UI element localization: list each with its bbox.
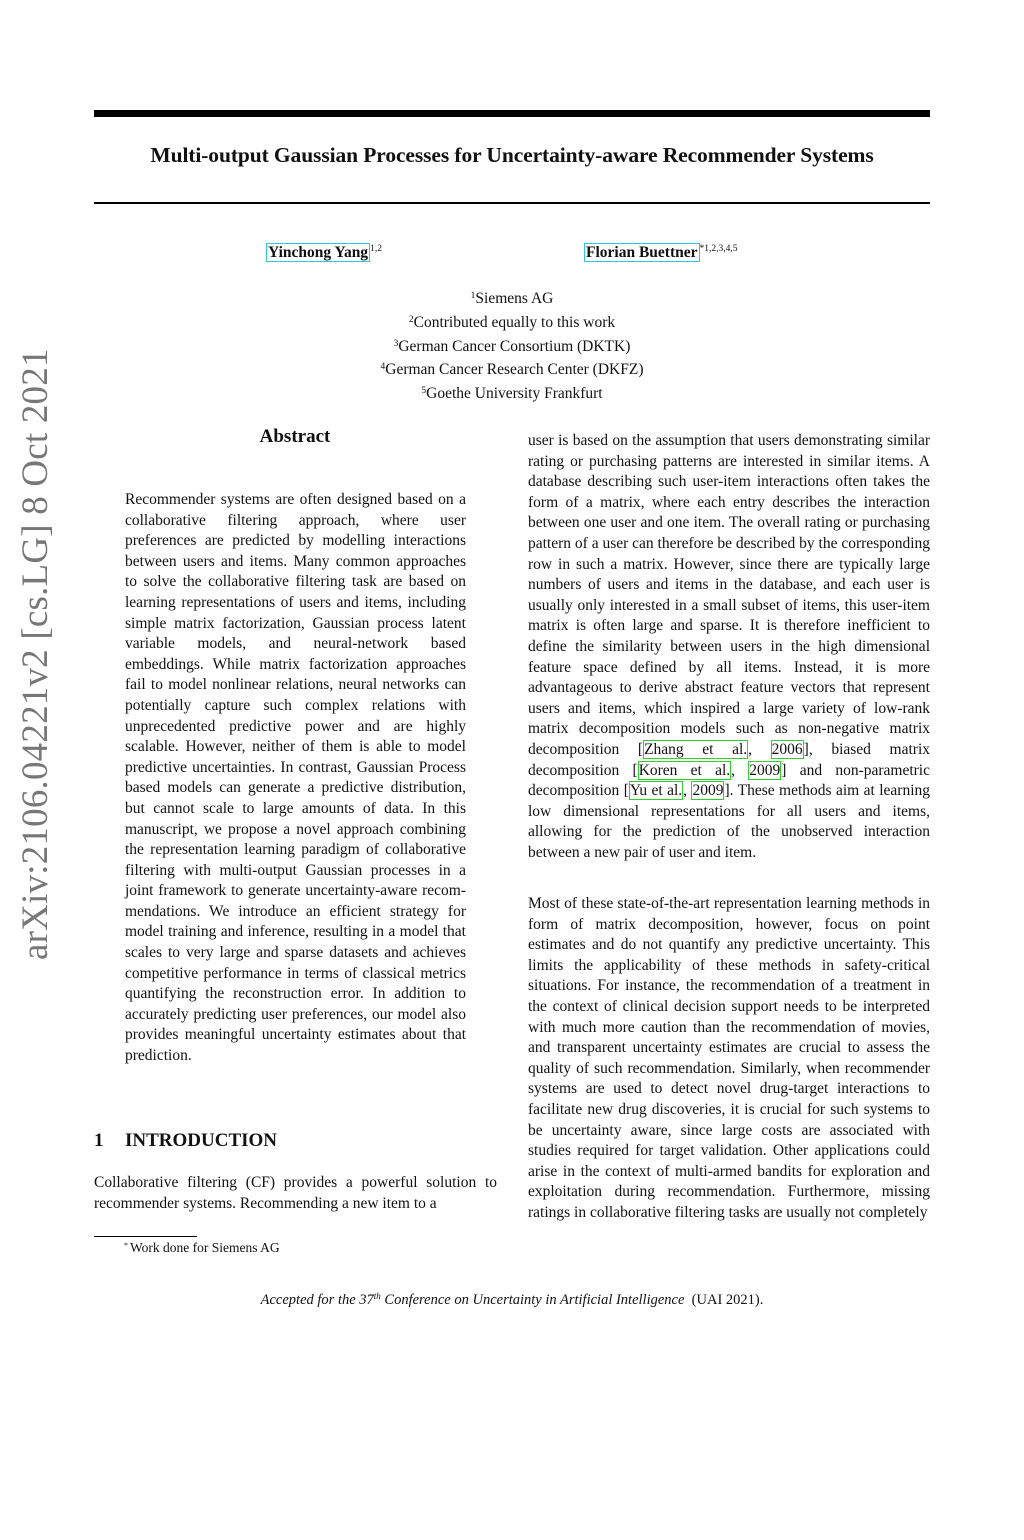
author-2	[584, 244, 738, 262]
author-1-link[interactable]: Yinchong Yang	[268, 244, 369, 261]
author-2-link[interactable]: Florian Buettner	[586, 244, 698, 261]
paper-title: Multi-output Gaussian Processes for Uncertainty-aware Recommender Systems	[150, 143, 874, 167]
section-title: INTRODUCTION	[125, 1130, 278, 1151]
author-1-sup: 1,2	[370, 244, 382, 254]
footnote-rule	[94, 1236, 197, 1237]
section-number: 1	[94, 1130, 104, 1151]
title-rule	[94, 202, 930, 204]
author-2-sup: 1,2,3,4,5	[704, 244, 738, 254]
footnote-mark: *	[124, 1241, 128, 1250]
intro-left-text: Collaborative filtering (CF) provides a powerful solution to recommender systems. Recommending a new item to a	[94, 1174, 497, 1212]
citation-link[interactable]: Yu et al.	[629, 782, 683, 800]
author-1	[266, 244, 382, 262]
affiliation: $^1$Siemens AG	[470, 290, 554, 307]
citation-link[interactable]: Zhang et al.	[644, 740, 748, 758]
affiliation: $^3$German Cancer Consortium (DKTK)	[393, 337, 631, 355]
citation-link[interactable]: 2006	[771, 740, 803, 758]
citation-link[interactable]: 2009	[749, 761, 781, 779]
arxiv-stamp-wrapper	[14, 348, 74, 1540]
affiliations	[262, 286, 762, 405]
author-2-star: *	[699, 244, 705, 254]
abstract-heading: Abstract	[259, 426, 331, 447]
section-heading-introduction	[94, 1130, 277, 1152]
top-rule	[94, 110, 930, 117]
footer: Accepted for the 37th Conference on Uncertainty in Artificial Intelligence (UAI 2021).	[260, 1291, 764, 1308]
arxiv-stamp: arXiv:2106.04221v2 [cs.LG] 8 Oct 2021	[15, 348, 56, 960]
citation-link[interactable]: 2009	[692, 782, 724, 800]
intro-paragraph-1: user is based on the assumption that users demonstrating similar rating or purchasing patterns are interested in similar items. A database describing such user-item interactions often takes the form of a matrix, where each entry describes the interaction between one user and one item. The overall rating or purchasing pattern of a user can therefore be described by the corresponding row in such a matrix. However, since there are typically large numbers of users and items in the database, and each user is usually only interested in a small subset of items, this user-item matrix is often large and sparse. It is therefore inefficient to define the similarity between users in the high dimensional feature space defined by all items. Instead, it is more advantageous to derive abstract feature vectors that represent users and items, which inspired a large variety of low-rank matrix decomposition models such as non-negative matrix decomposition [Zhang et al., 2006], biased matrix decomposition [Koren et al., 2009] and non-parametric decomposition [Yu et al., 2009]. These methods aim at learning low dimensional representations for all users and items, allowing for the prediction of the unobserved interaction between a new pair of user and item.	[528, 432, 931, 861]
footnote	[124, 1240, 280, 1256]
footnote-text: Work done for Siemens AG	[130, 1240, 280, 1255]
intro-paragraph-2: Most of these state-of-the-art representation learning methods in form of matrix decomposition, however, focus on point estimates and do not quantify any predictive uncertainty. This limits the applicability of these methods in safety-critical situations. For instance, the recommendation of a treatment in the context of clinical decision support needs to be interpreted with much more caution than the recommendation of movies, and transparent uncertainty estimates are crucial to assess the quality of such recommendation. Similarly, when recommender systems are used to detect novel drug-target interactions to facilitate new drug discoveries, it is crucial for such systems to be uncertainty aware, since large costs are associated with studies required for target validation. Other applications could arise in the context of multi-armed bandits for exploration and exploitation during recommendation. Furthermore, missing ratings in collaborative filtering tasks are usually not completely	[528, 895, 930, 1221]
citation-link[interactable]: Koren et al.	[638, 761, 731, 779]
abstract-text: Recommender systems are often designed based on a collaborative filtering approach, where user preferences are predicted by modelling interactions between users and items. Many common approaches to solve the collaborative filtering task are based on learning representations of users and items, including simple matrix factorization, Gaussian process latent variable models, and neural-network based embeddings. While matrix factorization approaches fail to model nonlinear relations, neural networks can potentially capture such complex relations with unprecedented predictive power and are highly scalable. However, neither of them is able to model predictive uncertainties. In contrast, Gaussian Process based models can generate a predictive distribution, but cannot scale to large amounts of data. In this manuscript, we propose a novel approach combining the representation learning paradigm of collaborative filtering with multi-output Gaussian processes in a joint framework to generate uncertainty-aware recommendations. We introduce an efficient strategy for model training and inference, resulting in a model that scales to very large and sparse datasets and achieves competitive performance in terms of classical metrics quantifying the reconstruction error. In addition to accurately predicting user preferences, our model also provides meaningful uncertainty estimates about that prediction.	[125, 491, 466, 1065]
affiliation: $^4$German Cancer Research Center (DKFZ)	[380, 361, 644, 379]
affiliation: $^2$Contributed equally to this work	[408, 313, 616, 331]
affiliation: $^5$Goethe University Frankfurt	[421, 385, 603, 403]
